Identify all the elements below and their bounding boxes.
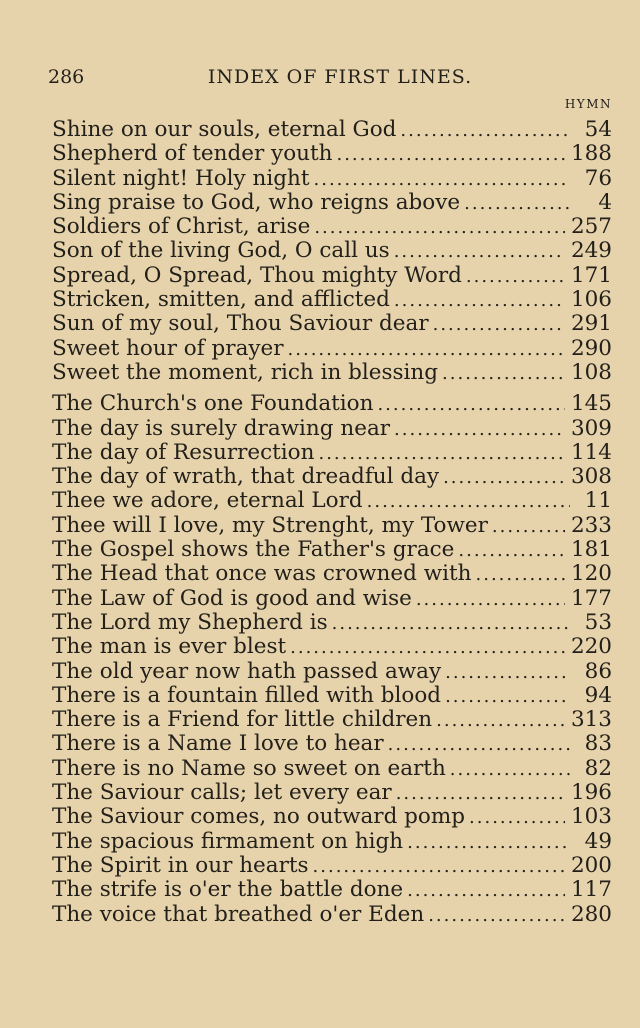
hymn-number: 76 xyxy=(584,165,612,191)
first-line-text: The Saviour comes, no outward pomp xyxy=(52,804,466,830)
hymn-number: 49 xyxy=(584,828,612,854)
first-line-text: Sun of my soul, Thou Saviour dear xyxy=(52,311,429,337)
index-entry xyxy=(52,611,612,635)
first-line-text: Thee we adore, eternal Lord xyxy=(52,488,363,514)
index-entry xyxy=(52,288,612,312)
hymn-number: 196 xyxy=(570,780,612,806)
page-title: INDEX OF FIRST LINES. xyxy=(207,66,473,88)
first-line-text: The day of wrath, that dreadful day xyxy=(52,464,440,490)
dot-leader xyxy=(445,685,570,709)
index-entry xyxy=(52,781,612,805)
dot-leader xyxy=(433,313,565,337)
dot-leader xyxy=(458,539,565,563)
dot-leader xyxy=(407,879,565,903)
dot-leader xyxy=(450,758,570,782)
hymn-number: 291 xyxy=(570,311,612,337)
dot-leader xyxy=(332,612,570,636)
dot-leader xyxy=(442,362,565,386)
index-entry xyxy=(52,878,612,902)
dot-leader xyxy=(400,119,570,143)
hymn-number: 145 xyxy=(570,391,612,417)
dot-leader xyxy=(318,442,564,466)
index-entry xyxy=(52,903,612,927)
index-entry xyxy=(52,757,612,781)
dot-leader xyxy=(288,338,565,362)
first-line-text: Shepherd of tender youth xyxy=(52,141,333,167)
dot-leader xyxy=(469,806,565,830)
first-line-text: The Law of God is good and wise xyxy=(52,585,412,611)
first-line-text: The old year now hath passed away xyxy=(52,658,442,684)
hymn-number: 313 xyxy=(570,707,612,733)
hymn-number: 83 xyxy=(584,731,612,757)
dot-leader xyxy=(388,733,570,757)
hymn-number: 177 xyxy=(570,585,612,611)
hymn-number: 4 xyxy=(598,189,612,215)
first-line-text: Sweet hour of prayer xyxy=(52,335,284,361)
index-entry xyxy=(52,854,612,878)
index-entry xyxy=(52,167,612,191)
index-entry xyxy=(52,361,612,385)
index-entry xyxy=(52,417,612,441)
index-entry xyxy=(52,562,612,586)
first-line-text: The day of Resurrection xyxy=(52,439,315,465)
index-entry xyxy=(52,830,612,854)
dot-leader xyxy=(394,289,565,313)
first-line-text: There is a fountain filled with blood xyxy=(52,682,442,708)
dot-leader xyxy=(464,192,570,216)
first-line-text: The Church's one Foundation xyxy=(52,391,374,417)
first-line-text: Thee will I love, my Strenght, my Tower xyxy=(52,512,488,538)
dot-leader xyxy=(443,466,565,490)
first-line-text: The Lord my Shepherd is xyxy=(52,609,328,635)
hymn-number: 86 xyxy=(584,658,612,684)
dot-leader xyxy=(290,636,565,660)
hymn-number: 200 xyxy=(570,852,612,878)
dot-leader xyxy=(314,216,565,240)
hymn-number: 181 xyxy=(570,537,612,563)
hymn-number: 280 xyxy=(570,901,612,927)
hymn-number: 117 xyxy=(570,877,612,903)
first-line-text: The Saviour calls; let every ear xyxy=(52,780,392,806)
first-line-text: Sing praise to God, who reigns above xyxy=(52,189,461,215)
first-line-text: There is a Name I love to hear xyxy=(52,731,384,757)
dot-leader xyxy=(407,831,570,855)
hymn-number: 188 xyxy=(570,141,612,167)
dot-leader xyxy=(336,143,564,167)
index-entry xyxy=(52,660,612,684)
dot-leader xyxy=(476,563,565,587)
hymn-number: 53 xyxy=(584,609,612,635)
first-line-text: The day is surely drawing near xyxy=(52,415,391,441)
dot-leader xyxy=(416,588,565,612)
dot-leader xyxy=(492,515,565,539)
hymn-number: 233 xyxy=(570,512,612,538)
first-line-text: The Head that once was crowned with xyxy=(52,561,472,587)
index-entry xyxy=(52,191,612,215)
dot-leader xyxy=(466,265,565,289)
hymn-number: 94 xyxy=(584,682,612,708)
index-entry xyxy=(52,708,612,732)
first-line-text: There is a Friend for little children xyxy=(52,707,433,733)
index-entry xyxy=(52,684,612,708)
index-entry xyxy=(52,239,612,263)
dot-leader xyxy=(314,168,571,192)
dot-leader xyxy=(428,904,565,928)
dot-leader xyxy=(394,418,565,442)
hymn-number: 249 xyxy=(570,238,612,264)
hymn-number: 309 xyxy=(570,415,612,441)
index-entry xyxy=(52,587,612,611)
hymn-number: 54 xyxy=(584,117,612,142)
index-entry xyxy=(52,215,612,239)
index-entry xyxy=(52,635,612,659)
index-entry xyxy=(52,732,612,756)
dot-leader xyxy=(394,240,565,264)
dot-leader xyxy=(377,393,565,417)
hymn-number: 308 xyxy=(570,464,612,490)
first-line-text: Silent night! Holy night xyxy=(52,165,310,191)
hymn-number: 103 xyxy=(570,804,612,830)
first-lines-index xyxy=(52,118,612,927)
dot-leader xyxy=(445,661,570,685)
dot-leader xyxy=(436,709,565,733)
index-entry xyxy=(52,142,612,166)
hymn-number: 171 xyxy=(570,262,612,288)
first-line-text: Son of the living God, O call us xyxy=(52,238,390,264)
index-entry xyxy=(52,489,612,513)
hymn-number: 82 xyxy=(584,755,612,781)
page-number: 286 xyxy=(48,66,85,88)
hymn-number: 220 xyxy=(570,634,612,660)
first-line-text: There is no Name so sweet on earth xyxy=(52,755,446,781)
first-line-text: Stricken, smitten, and afflicted xyxy=(52,287,390,313)
first-line-text: The strife is o'er the battle done xyxy=(52,877,404,903)
hymn-number: 106 xyxy=(570,287,612,313)
first-line-text: The man is ever blest xyxy=(52,634,287,660)
index-entry xyxy=(52,538,612,562)
index-entry xyxy=(52,392,612,416)
first-line-text: Spread, O Spread, Thou mighty Word xyxy=(52,262,462,288)
dot-leader xyxy=(367,490,570,514)
index-entry xyxy=(52,514,612,538)
index-entry xyxy=(52,118,612,142)
index-entry xyxy=(52,805,612,829)
first-line-text: Soldiers of Christ, arise xyxy=(52,214,311,240)
index-entry xyxy=(52,337,612,361)
index-entry xyxy=(52,312,612,336)
hymn-column-label: HYMN xyxy=(564,97,612,111)
index-entry xyxy=(52,465,612,489)
hymn-number: 290 xyxy=(570,335,612,361)
index-entry xyxy=(52,441,612,465)
hymn-number: 108 xyxy=(570,359,612,385)
hymn-number: 257 xyxy=(570,214,612,240)
first-line-text: The spacious firmament on high xyxy=(52,828,404,854)
hymn-number: 120 xyxy=(570,561,612,587)
dot-leader xyxy=(396,782,565,806)
hymn-number: 114 xyxy=(570,439,612,465)
first-line-text: The Gospel shows the Father's grace xyxy=(52,537,455,563)
page-header xyxy=(48,66,608,92)
first-line-text: The voice that breathed o'er Eden xyxy=(52,901,425,927)
first-line-text: The Spirit in our hearts xyxy=(52,852,309,878)
index-entry xyxy=(52,264,612,288)
first-line-text: Shine on our souls, eternal God xyxy=(52,117,397,142)
first-line-text: Sweet the moment, rich in blessing xyxy=(52,359,439,385)
dot-leader xyxy=(313,855,565,879)
hymn-number: 11 xyxy=(584,488,612,514)
